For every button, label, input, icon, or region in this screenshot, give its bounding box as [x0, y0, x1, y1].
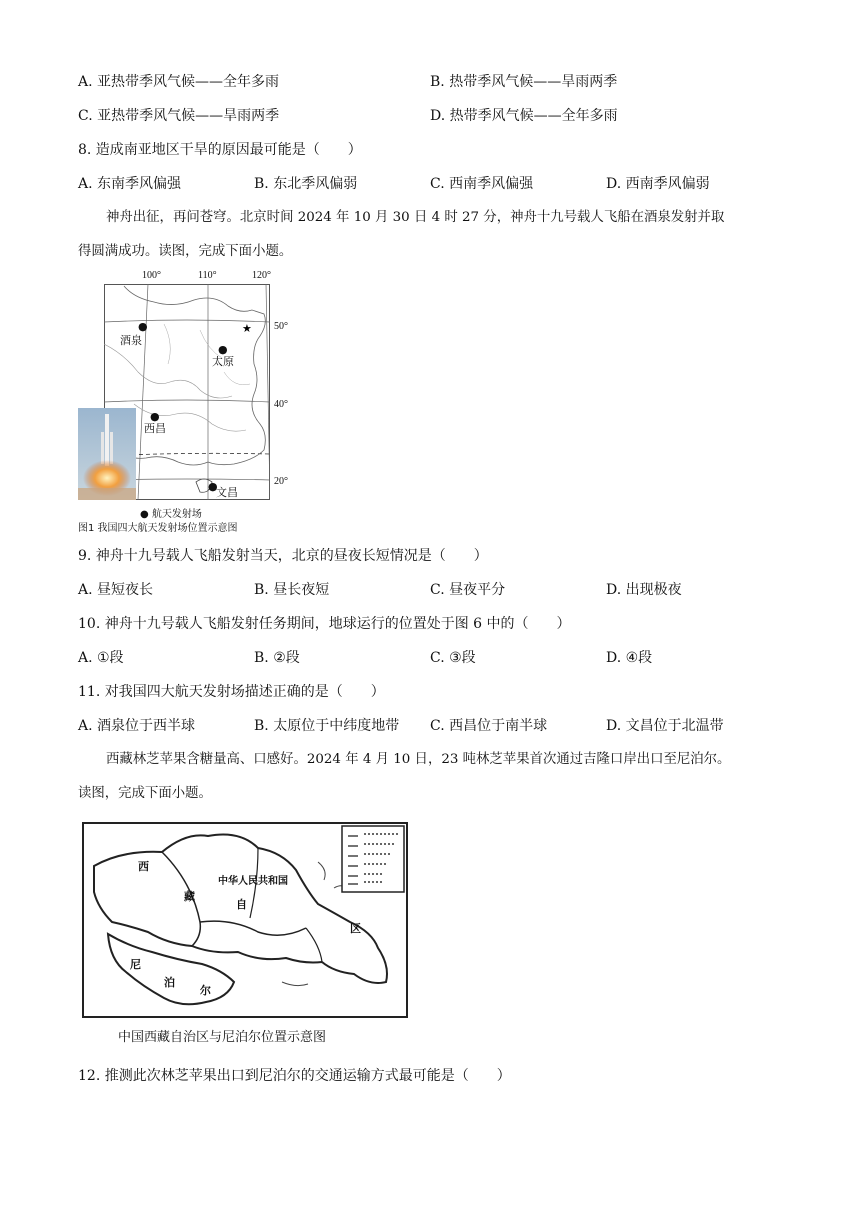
q11-option-c: C. 西昌位于南半球 — [430, 718, 548, 734]
site-label-taiyuan: 太原 — [212, 355, 234, 368]
launch-site-map — [78, 268, 293, 533]
lat-tick-50: 50° — [274, 321, 288, 332]
site-label-wenchang: 文昌 — [216, 486, 238, 499]
map-label-zang: 藏 — [184, 890, 195, 903]
q11-stem: 11. 对我国四大航天发射场描述正确的是（ ） — [78, 684, 385, 700]
q7-option-a: A. 亚热带季风气候——全年多雨 — [78, 74, 280, 90]
q9-option-a: A. 昼短夜长 — [78, 582, 154, 598]
q10-option-c: C. ③段 — [430, 650, 476, 666]
map-label-prc: 中华人民共和国 — [218, 876, 288, 887]
q12-stem: 12. 推测此次林芝苹果出口到尼泊尔的交通运输方式最可能是（ ） — [78, 1068, 511, 1084]
q11-option-d: D. 文昌位于北温带 — [606, 718, 724, 734]
q7-option-b: B. 热带季风气候——旱雨两季 — [430, 74, 618, 90]
site-dot-jiuquan: ● — [138, 320, 148, 333]
map-label-zi: 自 — [236, 898, 247, 911]
lat-tick-20: 20° — [274, 476, 288, 487]
map-label-er: 尔 — [200, 984, 211, 997]
rocket-launch-photo — [78, 408, 136, 500]
site-dot-taiyuan: ● — [218, 343, 228, 356]
map-label-qu: 区 — [350, 922, 361, 935]
q10-option-d: D. ④段 — [606, 650, 653, 666]
q8-stem: 8. 造成南亚地区干旱的原因最可能是（ ） — [78, 142, 362, 158]
q7-option-c: C. 亚热带季风气候——旱雨两季 — [78, 108, 280, 124]
q9-stem: 9. 神舟十九号载人飞船发射当天，北京的昼夜长短情况是（ ） — [78, 548, 488, 564]
tibet-nepal-map — [82, 822, 412, 1052]
q11-option-a: A. 酒泉位于西半球 — [78, 718, 196, 734]
site-label-xichang: 西昌 — [144, 422, 166, 435]
q10-option-a: A. ①段 — [78, 650, 124, 666]
map-label-ni: 尼 — [130, 958, 141, 971]
q8-option-d: D. 西南季风偏弱 — [606, 176, 710, 192]
map-label-xi: 西 — [138, 860, 149, 873]
q10-stem: 10. 神舟十九号载人飞船发射任务期间，地球运行的位置处于图 6 中的（ ） — [78, 616, 571, 632]
lat-tick-40: 40° — [274, 399, 288, 410]
q11-option-b: B. 太原位于中纬度地带 — [254, 718, 400, 734]
lon-tick-100: 100° — [142, 270, 161, 281]
map-legend: ● 航天发射场 — [140, 509, 202, 520]
q7-option-d: D. 热带季风气候——全年多雨 — [430, 108, 618, 124]
site-label-jiuquan: 酒泉 — [120, 334, 142, 347]
q8-option-b: B. 东北季风偏弱 — [254, 176, 358, 192]
figure2-caption: 中国西藏自治区与尼泊尔位置示意图 — [118, 1030, 327, 1045]
passage1-line2: 得圆满成功。读图，完成下面小题。 — [78, 244, 293, 259]
lon-tick-120: 120° — [252, 270, 271, 281]
svg-text:★: ★ — [242, 322, 252, 335]
lon-tick-110: 110° — [198, 270, 217, 281]
figure1-caption: 图1 我国四大航天发射场位置示意图 — [78, 523, 238, 534]
q8-option-a: A. 东南季风偏强 — [78, 176, 182, 192]
q10-option-b: B. ②段 — [254, 650, 300, 666]
q8-option-c: C. 西南季风偏强 — [430, 176, 534, 192]
passage1-line1: 神舟出征，再问苍穹。北京时间 2024 年 10 月 30 日 4 时 27 分，神舟十九号载人飞船在酒泉发射并取 — [106, 210, 725, 225]
q9-option-b: B. 昼长夜短 — [254, 582, 330, 598]
map-label-po: 泊 — [164, 976, 175, 989]
site-dot-wenchang: ● — [208, 480, 218, 493]
site-dot-xichang: ● — [150, 410, 160, 423]
q9-option-c: C. 昼夜平分 — [430, 582, 506, 598]
q9-option-d: D. 出现极夜 — [606, 582, 682, 598]
passage2-line1: 西藏林芝苹果含糖量高、口感好。2024 年 4 月 10 日，23 吨林芝苹果首次通过吉隆口岸出口至尼泊尔。 — [106, 752, 731, 767]
passage2-line2: 读图，完成下面小题。 — [78, 786, 212, 801]
